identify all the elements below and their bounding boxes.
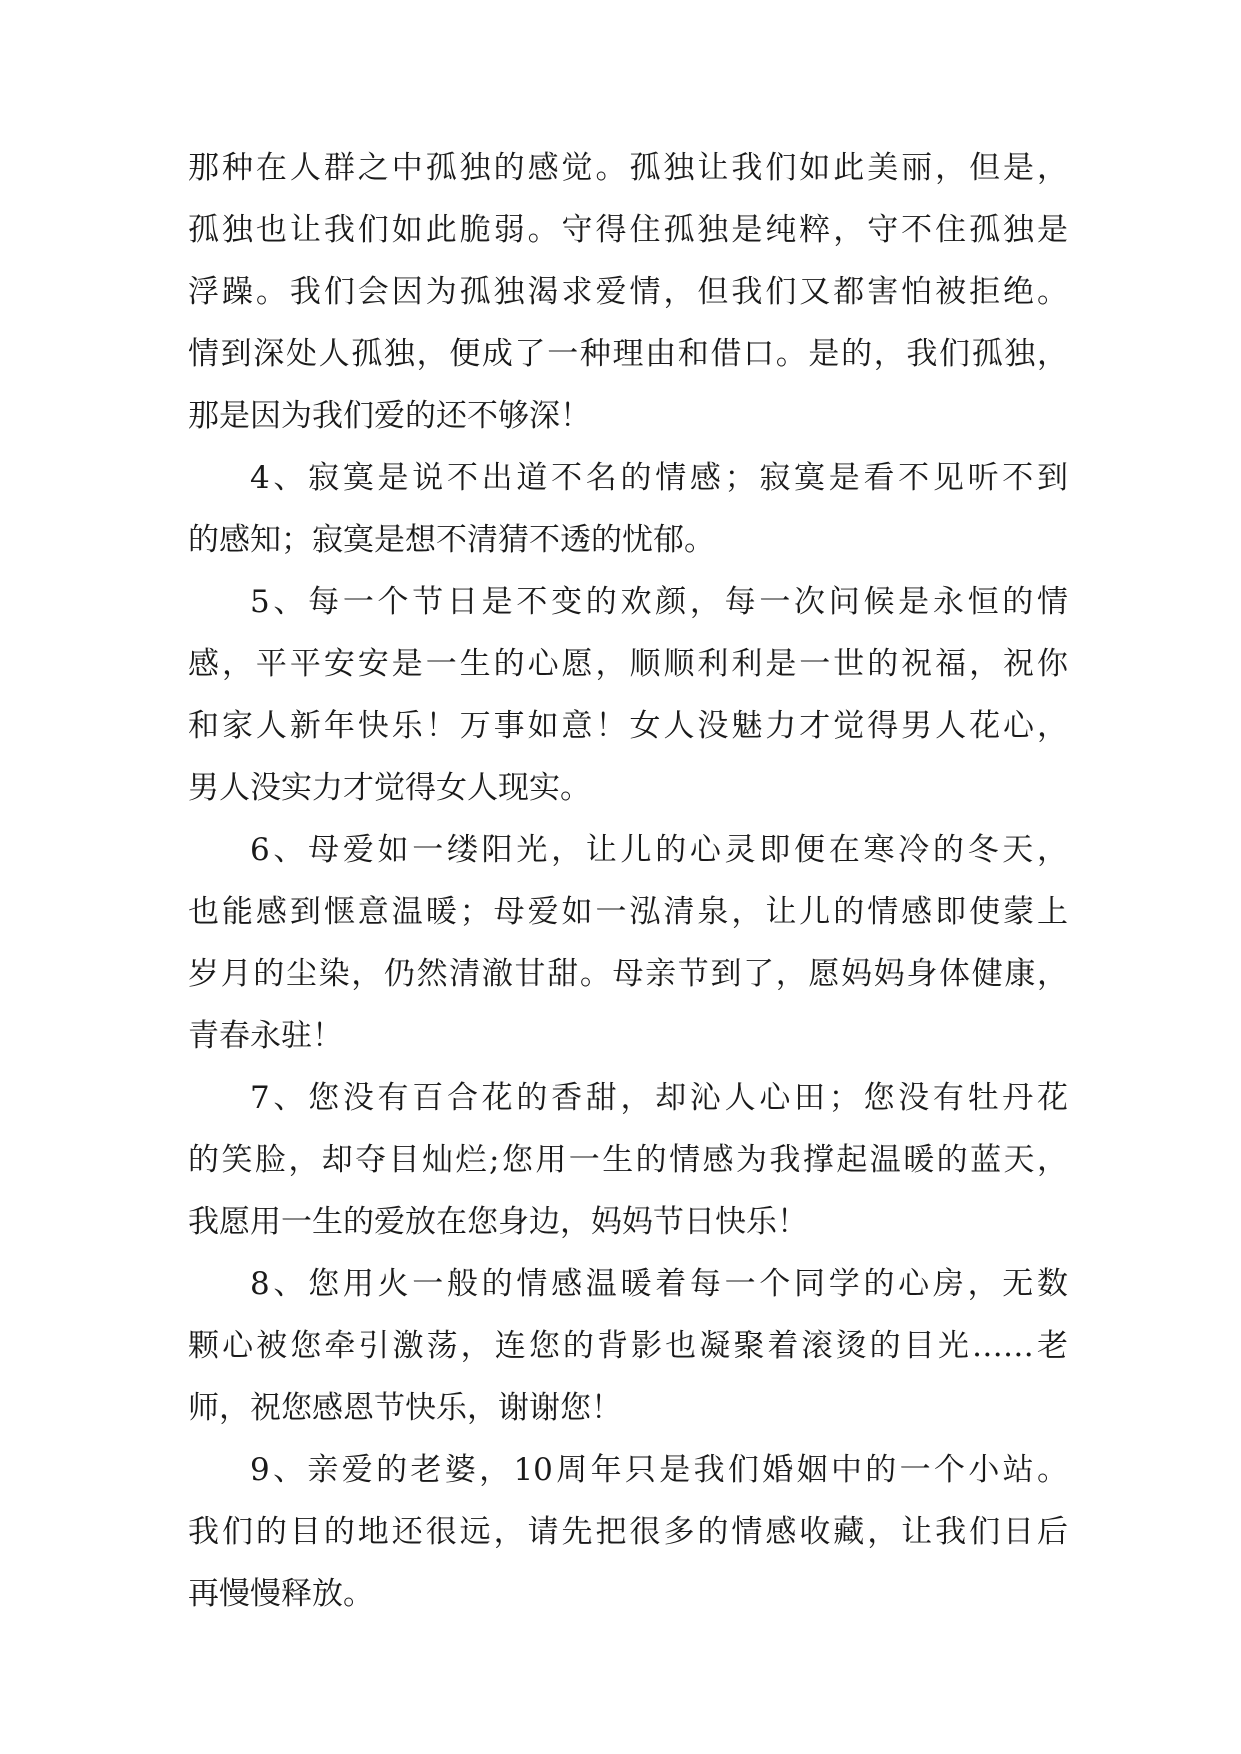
text-line: 那是因为我们爱的还不够深！ <box>188 398 591 434</box>
text-line: 的笑脸，却夺目灿烂;您用一生的情感为我撑起温暖的蓝天， <box>188 1142 1068 1178</box>
text-line: 和家人新年快乐！万事如意！女人没魅力才觉得男人花心， <box>188 708 1068 744</box>
text-line: 情到深处人孤独，便成了一种理由和借口。是的，我们孤独， <box>188 336 1068 372</box>
text-line: 男人没实力才觉得女人现实。 <box>188 770 591 806</box>
text-line: 我愿用一生的爱放在您身边，妈妈节日快乐！ <box>188 1204 808 1240</box>
text-line: 岁月的尘染，仍然清澈甘甜。母亲节到了，愿妈妈身体健康， <box>188 956 1068 992</box>
text-line: 的感知；寂寞是想不清猜不透的忧郁。 <box>188 522 715 558</box>
text-line: 师，祝您感恩节快乐，谢谢您！ <box>188 1390 622 1426</box>
text-line: 颗心被您牵引激荡，连您的背影也凝聚着滚烫的目光……老 <box>188 1328 1068 1364</box>
text-line: 浮躁。我们会因为孤独渴求爱情，但我们又都害怕被拒绝。 <box>188 274 1068 310</box>
text-line: 再慢慢释放。 <box>188 1576 374 1612</box>
text-line: 感，平平安安是一生的心愿，顺顺利利是一世的祝福，祝你 <box>188 646 1068 682</box>
text-line: 9、亲爱的老婆，10周年只是我们婚姻中的一个小站。 <box>250 1452 1068 1488</box>
text-line: 8、您用火一般的情感温暖着每一个同学的心房，无数 <box>250 1266 1068 1302</box>
text-line: 青春永驻！ <box>188 1018 343 1054</box>
text-line: 5、每一个节日是不变的欢颜，每一次问候是永恒的情 <box>250 584 1068 620</box>
text-line: 4、寂寞是说不出道不名的情感；寂寞是看不见听不到 <box>250 460 1068 496</box>
text-line: 孤独也让我们如此脆弱。守得住孤独是纯粹，守不住孤独是 <box>188 212 1068 248</box>
text-line: 也能感到惬意温暖；母爱如一泓清泉，让儿的情感即使蒙上 <box>188 894 1068 930</box>
text-line: 我们的目的地还很远，请先把很多的情感收藏，让我们日后 <box>188 1514 1068 1550</box>
text-line: 7、您没有百合花的香甜，却沁人心田；您没有牡丹花 <box>250 1080 1068 1116</box>
text-line: 6、母爱如一缕阳光，让儿的心灵即便在寒冷的冬天， <box>250 832 1068 868</box>
text-line: 那种在人群之中孤独的感觉。孤独让我们如此美丽，但是， <box>188 150 1068 186</box>
